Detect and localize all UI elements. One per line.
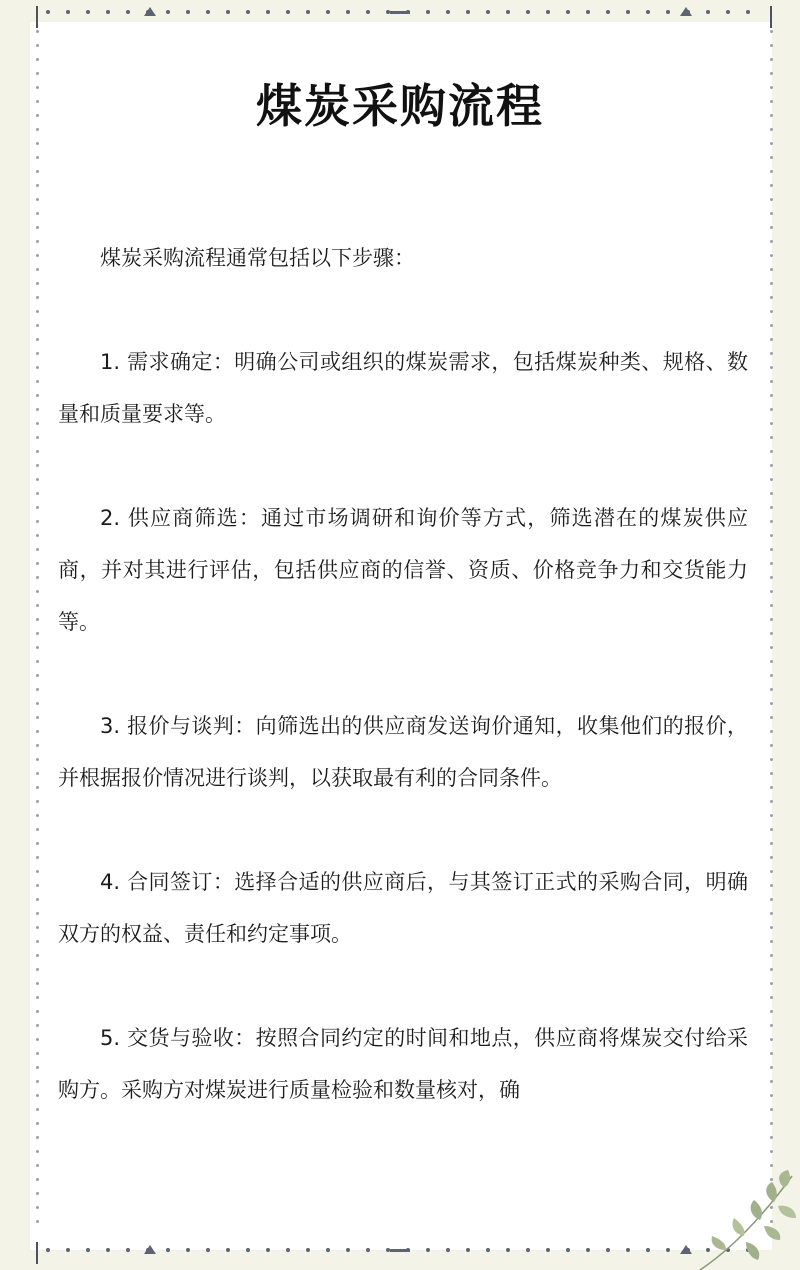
border-dot-icon <box>366 1248 370 1252</box>
border-dot-icon <box>446 10 450 14</box>
rule-dot-icon <box>770 786 773 789</box>
rule-dot-icon <box>36 450 39 453</box>
rule-dot-icon <box>36 72 39 75</box>
rule-dot-icon <box>770 534 773 537</box>
rule-dot-icon <box>770 590 773 593</box>
rule-dot-icon <box>770 240 773 243</box>
rule-dot-icon <box>36 254 39 257</box>
border-dot-icon <box>666 10 670 14</box>
rule-dot-icon <box>770 296 773 299</box>
rule-dot-icon <box>770 884 773 887</box>
right-dotted-rule-icon <box>770 30 772 1240</box>
rule-dot-icon <box>36 1066 39 1069</box>
rule-dot-icon <box>36 660 39 663</box>
border-dot-icon <box>106 10 110 14</box>
rule-dot-icon <box>36 618 39 621</box>
rule-dot-icon <box>770 674 773 677</box>
border-dot-icon <box>346 10 350 14</box>
rule-dot-icon <box>770 1164 773 1167</box>
rule-dot-icon <box>770 912 773 915</box>
rule-dot-icon <box>36 590 39 593</box>
rule-dot-icon <box>36 1164 39 1167</box>
border-dash-icon <box>390 11 410 14</box>
rule-dot-icon <box>770 548 773 551</box>
rule-dot-icon <box>770 828 773 831</box>
rule-dot-icon <box>36 688 39 691</box>
rule-dot-icon <box>36 954 39 957</box>
intro-paragraph: 煤炭采购流程通常包括以下步骤： <box>100 246 415 270</box>
rule-dot-icon <box>770 968 773 971</box>
border-dot-icon <box>186 1248 190 1252</box>
rule-dot-icon <box>36 926 39 929</box>
rule-dot-icon <box>36 842 39 845</box>
rule-dot-icon <box>770 72 773 75</box>
border-dot-icon <box>486 10 490 14</box>
rule-dot-icon <box>36 268 39 271</box>
rule-dot-icon <box>770 422 773 425</box>
rule-dot-icon <box>36 562 39 565</box>
rule-dot-icon <box>770 870 773 873</box>
rule-dot-icon <box>36 828 39 831</box>
rule-dot-icon <box>36 380 39 383</box>
rule-dot-icon <box>770 282 773 285</box>
rule-dot-icon <box>770 1010 773 1013</box>
rule-dot-icon <box>36 198 39 201</box>
rule-dot-icon <box>36 702 39 705</box>
rule-dot-icon <box>770 464 773 467</box>
rule-dot-icon <box>36 492 39 495</box>
rule-dot-icon <box>770 604 773 607</box>
rule-dot-icon <box>36 898 39 901</box>
border-dot-icon <box>326 10 330 14</box>
rule-dot-icon <box>36 996 39 999</box>
rule-dot-icon <box>36 296 39 299</box>
rule-dot-icon <box>770 478 773 481</box>
border-dot-icon <box>186 10 190 14</box>
rule-dot-icon <box>770 366 773 369</box>
rule-dot-icon <box>770 268 773 271</box>
border-dot-icon <box>626 1248 630 1252</box>
rule-dot-icon <box>770 632 773 635</box>
rule-dot-icon <box>770 520 773 523</box>
rule-dot-icon <box>770 562 773 565</box>
rule-dot-icon <box>36 1010 39 1013</box>
rule-dot-icon <box>770 996 773 999</box>
rule-dot-icon <box>36 184 39 187</box>
rule-dot-icon <box>770 856 773 859</box>
border-dot-icon <box>546 1248 550 1252</box>
step-paragraph: 3. 报价与谈判：向筛选出的供应商发送询价通知，收集他们的报价，并根据报价情况进行谈判，以获取最有利的合同条件。 <box>58 714 748 790</box>
rule-dot-icon <box>770 702 773 705</box>
corner-tick-icon <box>770 6 772 28</box>
rule-dot-icon <box>770 170 773 173</box>
rule-dot-icon <box>36 884 39 887</box>
rule-dot-icon <box>770 1150 773 1153</box>
rule-dot-icon <box>36 786 39 789</box>
border-dot-icon <box>606 1248 610 1252</box>
rule-dot-icon <box>36 142 39 145</box>
rule-dot-icon <box>770 212 773 215</box>
step-paragraph: 1. 需求确定：明确公司或组织的煤炭需求，包括煤炭种类、规格、数量和质量要求等。 <box>58 350 748 426</box>
rule-dot-icon <box>36 156 39 159</box>
rule-dot-icon <box>770 1108 773 1111</box>
rule-dot-icon <box>36 212 39 215</box>
rule-dot-icon <box>770 1080 773 1083</box>
rule-dot-icon <box>36 1192 39 1195</box>
rule-dot-icon <box>36 1108 39 1111</box>
rule-dot-icon <box>36 408 39 411</box>
rule-dot-icon <box>770 940 773 943</box>
rule-dot-icon <box>770 156 773 159</box>
border-dot-icon <box>466 1248 470 1252</box>
left-dotted-rule-icon <box>36 30 38 1240</box>
rule-dot-icon <box>36 758 39 761</box>
step-paragraph: 5. 交货与验收：按照合同约定的时间和地点，供应商将煤炭交付给采购方。采购方对煤炭进行质量检验和数量核对，确 <box>58 1026 748 1102</box>
document-body <box>58 232 748 1116</box>
rule-dot-icon <box>770 1066 773 1069</box>
border-dot-icon <box>226 10 230 14</box>
rule-dot-icon <box>36 1206 39 1209</box>
rule-dot-icon <box>36 576 39 579</box>
rule-dot-icon <box>36 352 39 355</box>
border-triangle-icon <box>144 7 156 16</box>
border-dot-icon <box>46 1248 50 1252</box>
rule-dot-icon <box>770 30 773 33</box>
rule-dot-icon <box>36 604 39 607</box>
border-dot-icon <box>626 10 630 14</box>
rule-dot-icon <box>770 898 773 901</box>
rule-dot-icon <box>36 226 39 229</box>
rule-dot-icon <box>36 912 39 915</box>
border-dot-icon <box>46 10 50 14</box>
rule-dot-icon <box>36 506 39 509</box>
rule-dot-icon <box>36 1178 39 1181</box>
rule-dot-icon <box>36 968 39 971</box>
border-dot-icon <box>166 1248 170 1252</box>
rule-dot-icon <box>770 1052 773 1055</box>
rule-dot-icon <box>770 576 773 579</box>
rule-dot-icon <box>36 170 39 173</box>
rule-dot-icon <box>770 744 773 747</box>
border-dot-icon <box>206 10 210 14</box>
step-paragraph: 2. 供应商筛选：通过市场调研和询价等方式，筛选潜在的煤炭供应商，并对其进行评估，包括供应商的信誉、资质、价格竞争力和交货能力等。 <box>58 506 748 634</box>
rule-dot-icon <box>36 338 39 341</box>
rule-dot-icon <box>36 646 39 649</box>
rule-dot-icon <box>36 1052 39 1055</box>
border-dot-icon <box>66 10 70 14</box>
border-dot-icon <box>286 1248 290 1252</box>
rule-dot-icon <box>36 394 39 397</box>
border-dot-icon <box>586 10 590 14</box>
rule-dot-icon <box>36 324 39 327</box>
rule-dot-icon <box>770 1136 773 1139</box>
rule-dot-icon <box>36 478 39 481</box>
border-dot-icon <box>246 10 250 14</box>
border-dot-icon <box>646 10 650 14</box>
rule-dot-icon <box>36 870 39 873</box>
rule-dot-icon <box>770 1094 773 1097</box>
border-dot-icon <box>86 1248 90 1252</box>
rule-dot-icon <box>36 982 39 985</box>
rule-dot-icon <box>36 1038 39 1041</box>
border-dot-icon <box>126 1248 130 1252</box>
border-dot-icon <box>126 10 130 14</box>
rule-dot-icon <box>36 548 39 551</box>
border-dot-icon <box>526 10 530 14</box>
border-dot-icon <box>506 10 510 14</box>
rule-dot-icon <box>770 324 773 327</box>
rule-dot-icon <box>770 772 773 775</box>
rule-dot-icon <box>770 184 773 187</box>
rule-dot-icon <box>770 338 773 341</box>
border-dot-icon <box>366 10 370 14</box>
rule-dot-icon <box>36 436 39 439</box>
rule-dot-icon <box>36 240 39 243</box>
border-dot-icon <box>446 1248 450 1252</box>
border-dot-icon <box>166 10 170 14</box>
border-triangle-icon <box>680 7 692 16</box>
rule-dot-icon <box>36 534 39 537</box>
rule-dot-icon <box>770 730 773 733</box>
border-dot-icon <box>586 1248 590 1252</box>
rule-dot-icon <box>36 1136 39 1139</box>
rule-dot-icon <box>770 1122 773 1125</box>
rule-dot-icon <box>770 394 773 397</box>
border-dot-icon <box>566 10 570 14</box>
rule-dot-icon <box>36 282 39 285</box>
rule-dot-icon <box>36 464 39 467</box>
rule-dot-icon <box>36 30 39 33</box>
leaf-branch-icon <box>680 1170 800 1270</box>
border-dot-icon <box>426 1248 430 1252</box>
rule-dot-icon <box>36 310 39 313</box>
rule-dot-icon <box>770 842 773 845</box>
rule-dot-icon <box>36 856 39 859</box>
rule-dot-icon <box>770 506 773 509</box>
rule-dot-icon <box>36 632 39 635</box>
border-dot-icon <box>666 1248 670 1252</box>
border-dot-icon <box>286 10 290 14</box>
rule-dot-icon <box>770 814 773 817</box>
border-dot-icon <box>646 1248 650 1252</box>
rule-dot-icon <box>36 366 39 369</box>
rule-dot-icon <box>36 1080 39 1083</box>
rule-dot-icon <box>770 1024 773 1027</box>
border-dot-icon <box>506 1248 510 1252</box>
rule-dot-icon <box>770 954 773 957</box>
border-dot-icon <box>526 1248 530 1252</box>
rule-dot-icon <box>36 730 39 733</box>
border-dot-icon <box>566 1248 570 1252</box>
rule-dot-icon <box>770 352 773 355</box>
border-dot-icon <box>246 1248 250 1252</box>
border-dot-icon <box>266 1248 270 1252</box>
rule-dot-icon <box>770 310 773 313</box>
rule-dot-icon <box>770 450 773 453</box>
rule-dot-icon <box>770 1038 773 1041</box>
rule-dot-icon <box>770 44 773 47</box>
rule-dot-icon <box>36 520 39 523</box>
rule-dot-icon <box>770 408 773 411</box>
border-dot-icon <box>726 10 730 14</box>
border-dot-icon <box>426 10 430 14</box>
corner-tick-icon <box>36 1242 38 1264</box>
rule-dot-icon <box>36 674 39 677</box>
border-dash-icon <box>390 1249 410 1252</box>
rule-dot-icon <box>770 380 773 383</box>
rule-dot-icon <box>770 926 773 929</box>
rule-dot-icon <box>36 1122 39 1125</box>
border-dot-icon <box>746 10 750 14</box>
border-dot-icon <box>206 1248 210 1252</box>
rule-dot-icon <box>770 254 773 257</box>
rule-dot-icon <box>36 58 39 61</box>
rule-dot-icon <box>770 646 773 649</box>
rule-dot-icon <box>770 688 773 691</box>
rule-dot-icon <box>770 198 773 201</box>
rule-dot-icon <box>36 772 39 775</box>
rule-dot-icon <box>770 758 773 761</box>
bottom-dotted-border-icon <box>40 1244 760 1256</box>
border-dot-icon <box>106 1248 110 1252</box>
border-dot-icon <box>466 10 470 14</box>
top-dotted-border-icon <box>40 6 760 18</box>
rule-dot-icon <box>770 982 773 985</box>
border-dot-icon <box>226 1248 230 1252</box>
rule-dot-icon <box>770 226 773 229</box>
rule-dot-icon <box>770 618 773 621</box>
rule-dot-icon <box>36 44 39 47</box>
border-dot-icon <box>86 10 90 14</box>
border-triangle-icon <box>144 1245 156 1254</box>
rule-dot-icon <box>770 716 773 719</box>
rule-dot-icon <box>770 660 773 663</box>
border-dot-icon <box>546 10 550 14</box>
rule-dot-icon <box>36 1150 39 1153</box>
rule-dot-icon <box>36 814 39 817</box>
rule-dot-icon <box>36 1220 39 1223</box>
step-paragraph: 4. 合同签订：选择合适的供应商后，与其签订正式的采购合同，明确双方的权益、责任和约定事项。 <box>58 870 748 946</box>
rule-dot-icon <box>36 800 39 803</box>
rule-dot-icon <box>770 58 773 61</box>
rule-dot-icon <box>770 142 773 145</box>
border-dot-icon <box>66 1248 70 1252</box>
border-dot-icon <box>326 1248 330 1252</box>
page-title: 煤炭采购流程 <box>256 79 544 133</box>
rule-dot-icon <box>36 1024 39 1027</box>
rule-dot-icon <box>770 800 773 803</box>
border-dot-icon <box>346 1248 350 1252</box>
corner-tick-icon <box>36 6 38 28</box>
rule-dot-icon <box>36 940 39 943</box>
border-dot-icon <box>266 10 270 14</box>
border-dot-icon <box>486 1248 490 1252</box>
rule-dot-icon <box>36 422 39 425</box>
rule-dot-icon <box>36 1094 39 1097</box>
rule-dot-icon <box>36 716 39 719</box>
border-dot-icon <box>306 10 310 14</box>
border-dot-icon <box>306 1248 310 1252</box>
rule-dot-icon <box>770 436 773 439</box>
border-dot-icon <box>706 10 710 14</box>
rule-dot-icon <box>36 744 39 747</box>
border-dot-icon <box>606 10 610 14</box>
rule-dot-icon <box>770 492 773 495</box>
